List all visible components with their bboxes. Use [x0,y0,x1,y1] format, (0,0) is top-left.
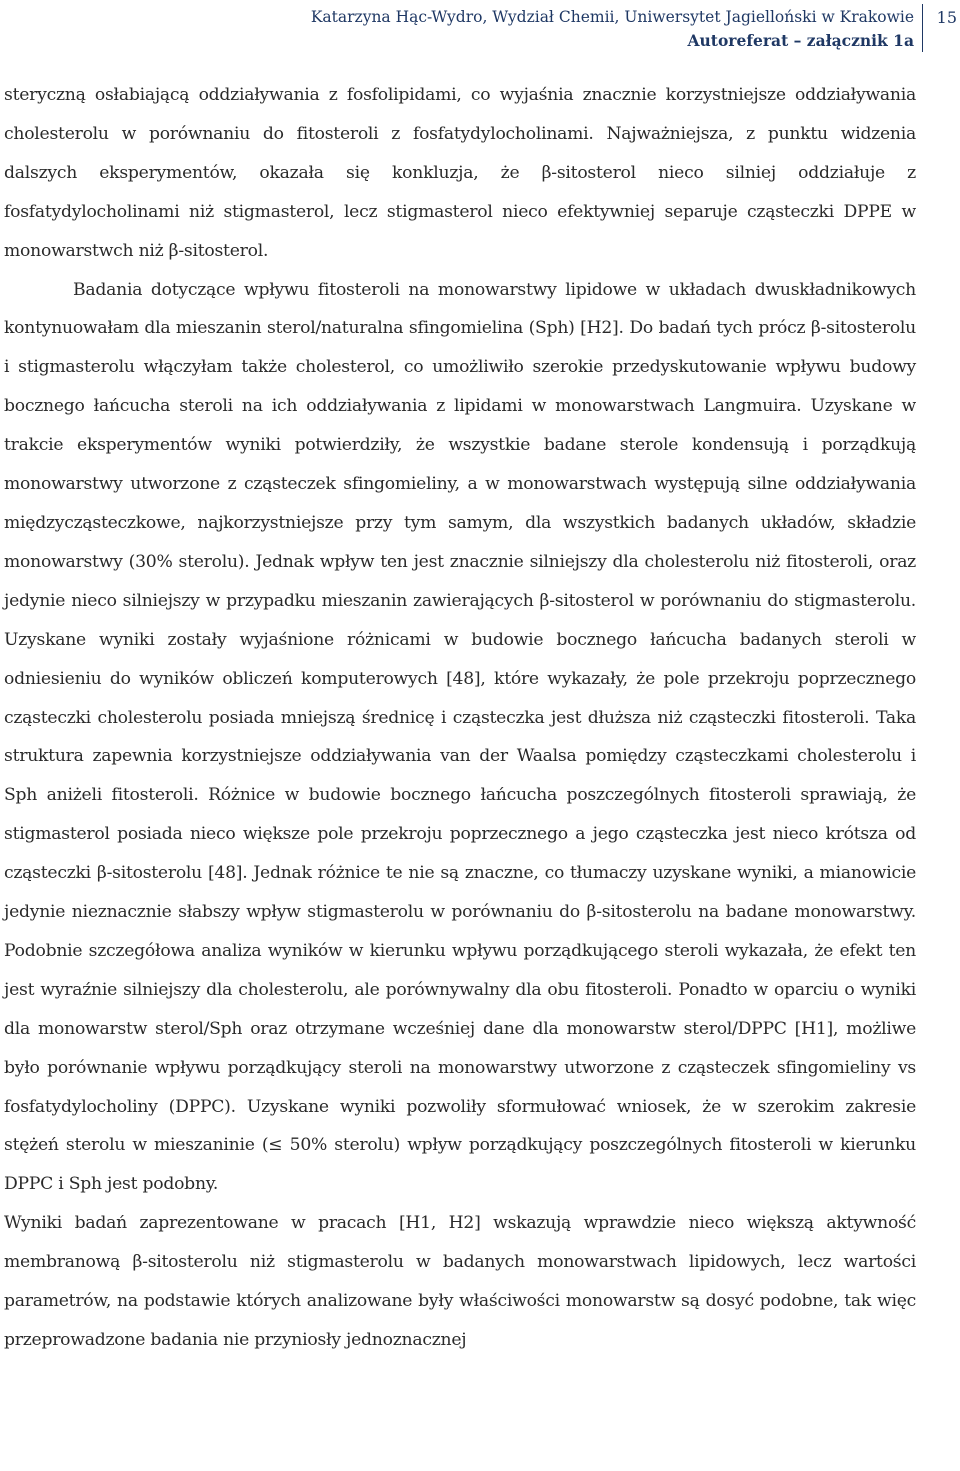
header-divider [922,4,923,52]
paragraph-2: Badania dotyczące wpływu fitosteroli na monowarstwy lipidowe w układach dwuskładnikowych kontynuowałam dla mieszanin sterol/naturalna sfingomielina (Sph) [H2]. Do badań tych prócz β-sitosterolu i stigmasterolu włączyłam także cholesterol, co umożliwiło szerokie przedyskutowanie wpływu budowy bocznego łańcucha steroli na ich oddziaływania z lipidami w monowarstwach Langmuira. Uzyskane w trakcie eksperymentów wyniki potwierdziły, że wszystkie badane sterole kondensują i porządkują monowarstwy utworzone z cząsteczek sfingomieliny, a w monowarstwach występują silne oddziaływania międzycząsteczkowe, najkorzystniejsze przy tym samym, dla wszystkich badanych układów, składzie monowarstwy (30% sterolu). Jednak wpływ ten jest znacznie silniejszy dla cholesterolu niż fitosteroli, oraz jedynie nieco silniejszy w przypadku mieszanin zawierających β-sitosterol w porównaniu do stigmasterolu. Uzyskane wyniki zostały wyjaśnione różnicami w budowie bocznego łańcucha badanych steroli w odniesieniu do wyników obliczeń komputerowych [48], które wykazały, że pole przekroju poprzecznego cząsteczki cholesterolu posiada mniejszą średnicę i cząsteczka jest dłuższa niż cząsteczki fitosteroli. Taka struktura zapewnia korzystniejsze oddziaływania van der Waalsa pomiędzy cząsteczkami cholesterolu i Sph aniżeli fitosteroli. Różnice w budowie bocznego łańcucha poszczególnych fitosteroli sprawiają, że stigmasterol posiada nieco większe pole przekroju poprzecznego a jego cząsteczka jest nieco krótsza od cząsteczki β-sitosterolu [48]. Jednak różnice te nie są znaczne, co tłumaczy uzyskane wyniki, a mianowicie jedynie nieznacznie słabszy wpływ stigmasterolu w porównaniu do β-sitosterolu na badane monowarstwy. Podobnie szczegółowa analiza wyników w kierunku wpływu porządkującego steroli wykazała, że efekt ten jest wyraźnie silniejszy dla cholesterolu, ale porównywalny dla obu fitosteroli. Ponadto w oparciu o wyniki dla monowarstw sterol/Sph oraz otrzymane wcześniej dane dla monowarstw sterol/DPPC [H1], możliwe było porównanie wpływu porządkujący steroli na monowarstwy utworzone z cząsteczek sfingomieliny vs fosfatydylocholiny (DPPC). Uzyskane wyniki pozwoliły sformułować wniosek, że w szerokim zakresie stężeń sterolu w mieszaninie (≤ 50% sterolu) wpływ porządkujący poszczególnych fitosteroli w kierunku DPPC i Sph jest podobny. [4,279,916,1195]
paragraph-1: steryczną osłabiającą oddziaływania z fosfolipidami, co wyjaśnia znacznie korzystniejsze oddziaływania cholesterolu w porównaniu do fitosteroli z fosfatydylocholinami. Najważniejsza, z punktu widzenia dalszych eksperymentów, okazała się konkluzja, że β-sitosterol nieco silniej oddziałuje z fosfatydylocholinami niż stigmasterol, lecz stigmasterol nieco efektywniej separuje cząsteczki DPPE w monowarstwch niż β-sitosterol. [4,85,916,261]
header-text [311,6,914,52]
document-body [4,76,916,1360]
header-section-line: Autoreferat – załącznik 1a [687,31,914,50]
paragraph-3: Wyniki badań zaprezentowane w pracach [H1, H2] wskazują wprawdzie nieco większą aktywność membranową β-sitosterolu niż stigmasterolu w badanych monowarstwach lipidowych, lecz wartości parametrów, na podstawie których analizowane były właściwości monowarstw są dosyć podobne, tak więc przeprowadzone badania nie przyniosły jednoznacznej [4,1213,916,1350]
page-number: 15 [936,8,957,27]
page-header [0,2,960,52]
header-author-line: Katarzyna Hąc-Wydro, Wydział Chemii, Uniwersytet Jagielloński w Krakowie [310,8,914,26]
